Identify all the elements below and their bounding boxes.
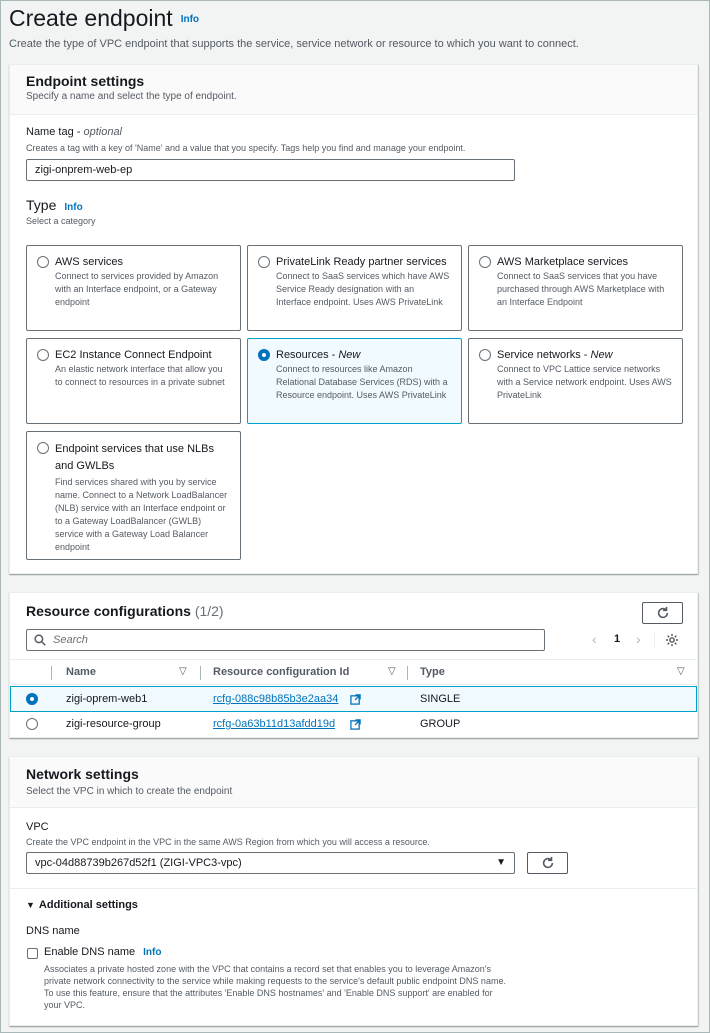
tile-aws-services[interactable] [26,245,241,331]
refresh-button[interactable] [642,602,683,624]
tile-marketplace[interactable] [468,245,683,331]
page-number[interactable]: 1 [614,633,621,645]
network-settings-header [10,757,697,808]
tile-nlb-gwlb[interactable] [26,431,241,560]
additional-settings-toggle[interactable] [26,899,138,911]
tile-radio[interactable] [258,256,270,268]
tile-description: Connect to SaaS services that you have purchased through AWS Marketplace with an Interface Endpoint [497,271,665,307]
name-tag-label [26,126,122,138]
tile-radio[interactable] [37,442,49,454]
enable-dns-info-link[interactable]: Info [143,947,162,958]
search-input[interactable] [26,629,545,651]
tile-title [276,348,451,362]
endpoint-settings-title: Endpoint settings [26,73,145,89]
pagination [590,631,650,649]
sort-icon[interactable]: ▽ [677,666,685,677]
row-type: SINGLE [420,693,461,705]
tile-title: PrivateLink Ready partner services [276,256,447,268]
type-info-link[interactable]: Info [64,202,83,213]
network-settings-title: Network settings [26,766,139,782]
refresh-icon [656,606,670,620]
tile-description: Find services shared with you by service name. Connect to a Network LoadBalancer (NLB) service with an Interface endpoint or to a Gateway LoadBalancer (GWLB) service with a Gateway Load Balancer endpoint [55,477,228,552]
page-description: Create the type of VPC endpoint that supports the service, service network or resource to which you want to connect. [9,38,579,50]
enable-dns-description: Associates a private hosted zone with the VPC that contains a record set that enables you to leverage Amazon's private network connectivity to the service while making requests to the service's default public endpoint DNS name. To use this feature, ensure that the attributes 'Enable DNS hostnames' and 'Enable DNS support' are enabled for your VPC. [44,964,506,1010]
refresh-icon [541,856,555,870]
type-label [26,197,83,213]
row-type: GROUP [420,718,461,730]
table-row[interactable] [10,712,697,738]
resource-configurations-panel [9,592,698,738]
page-title [9,5,199,32]
tile-radio[interactable] [479,349,491,361]
tile-description: Connect to SaaS services which have AWS Service Ready designation with an Interface endpoint. Uses AWS PrivateLink [276,271,450,307]
table-row[interactable] [10,686,697,712]
name-tag-optional: optional [83,126,123,138]
sort-icon[interactable]: ▽ [179,666,187,677]
row-radio-selected[interactable] [26,693,38,705]
search-icon [34,634,46,646]
resource-config-title [26,603,224,619]
network-settings-subtitle: Select the VPC in which to create the endpoint [26,786,233,797]
tile-title: AWS Marketplace services [497,256,629,268]
additional-settings-label: Additional settings [38,899,138,911]
section-divider [10,888,697,889]
endpoint-settings-panel [9,64,698,574]
page-info-link[interactable]: Info [180,14,200,26]
enable-dns-label-text: Enable DNS name [44,946,136,958]
tile-title: EC2 Instance Connect Endpoint [55,349,212,361]
endpoint-settings-header [10,65,697,115]
caret-down-icon: ▼ [496,857,506,868]
external-link-icon[interactable] [350,719,361,730]
type-description: Select a category [26,216,96,226]
tile-radio[interactable] [37,256,49,268]
selection-count: (1/2) [194,603,224,619]
vpc-selected-value: vpc-04d88739b267d52f1 (ZIGI-VPC3-vpc) [35,857,242,869]
row-name: zigi-resource-group [66,718,161,730]
table-header [10,659,697,685]
search-placeholder: Search [53,634,88,646]
type-label-text: Type [26,197,57,213]
tile-title: AWS services [55,256,124,268]
name-tag-description: Creates a tag with a key of 'Name' and a value that you specify. Tags help you find and manage your endpoint. [26,143,466,153]
dns-name-label: DNS name [26,925,80,937]
external-link-icon[interactable] [350,694,361,705]
name-tag-input[interactable]: zigi-onprem-web-ep [26,159,515,181]
new-badge: New [338,349,361,361]
enable-dns-checkbox[interactable] [27,948,38,959]
column-header-name[interactable]: Name [66,666,96,678]
column-header-type[interactable]: Type [420,666,445,678]
column-header-resource-id[interactable]: Resource configuration Id [213,666,350,678]
tile-privatelink-partner[interactable] [247,245,462,331]
tile-ec2-instance-connect[interactable] [26,338,241,424]
row-name: zigi-oprem-web1 [66,693,148,705]
network-settings-panel [9,756,698,1026]
page-title-text: Create endpoint [9,5,173,31]
column-separator [200,666,201,680]
tile-description: An elastic network interface that allow you to connect to resources in a private subnet [55,364,225,387]
tile-title: Endpoint services that use NLBs and GWLBs [55,443,214,472]
sort-icon[interactable]: ▽ [388,666,396,677]
tile-description: Connect to VPC Lattice service networks with a Service network endpoint. Uses AWS PrivateLink [497,364,672,400]
vpc-label: VPC [26,821,49,833]
tile-service-networks[interactable] [468,338,683,424]
tile-radio[interactable] [37,349,49,361]
column-separator [407,666,408,680]
tile-description: Connect to resources like Amazon Relational Database Services (RDS) with a Resource endpoint. Uses AWS PrivateLink [276,364,448,400]
tile-title [497,348,672,362]
enable-dns-label [44,946,161,958]
endpoint-settings-subtitle: Specify a name and select the type of endpoint. [26,91,237,102]
row-resource-id-link[interactable]: rcfg-088c98b85b3e2aa34 [213,693,339,705]
tile-resources[interactable] [247,338,462,424]
chevron-right-icon[interactable]: › [636,631,641,647]
tile-radio[interactable] [479,256,491,268]
tile-title-text: Resources - [276,349,339,361]
pagination-separator [654,631,655,649]
resource-config-title-text: Resource configurations [26,603,191,619]
column-separator [51,666,52,680]
tile-title-text: Service networks - [497,349,591,361]
new-badge: New [590,349,613,361]
vpc-description: Create the VPC endpoint in the VPC in the same AWS Region from which you will access a resource. [26,837,430,847]
tile-radio-selected[interactable] [258,349,270,361]
row-radio[interactable] [26,718,38,730]
vpc-select[interactable] [26,852,515,874]
row-resource-id-link[interactable]: rcfg-0a63b11d13afdd19d [213,718,336,730]
chevron-left-icon[interactable]: ‹ [592,631,597,647]
tile-description: Connect to services provided by Amazon with an Interface endpoint, or a Gateway endpoint [55,271,219,307]
caret-down-icon: ▼ [26,900,35,910]
settings-gear-icon[interactable] [665,633,679,647]
vpc-refresh-button[interactable] [527,852,568,874]
name-tag-label-text: Name tag - [26,126,84,138]
